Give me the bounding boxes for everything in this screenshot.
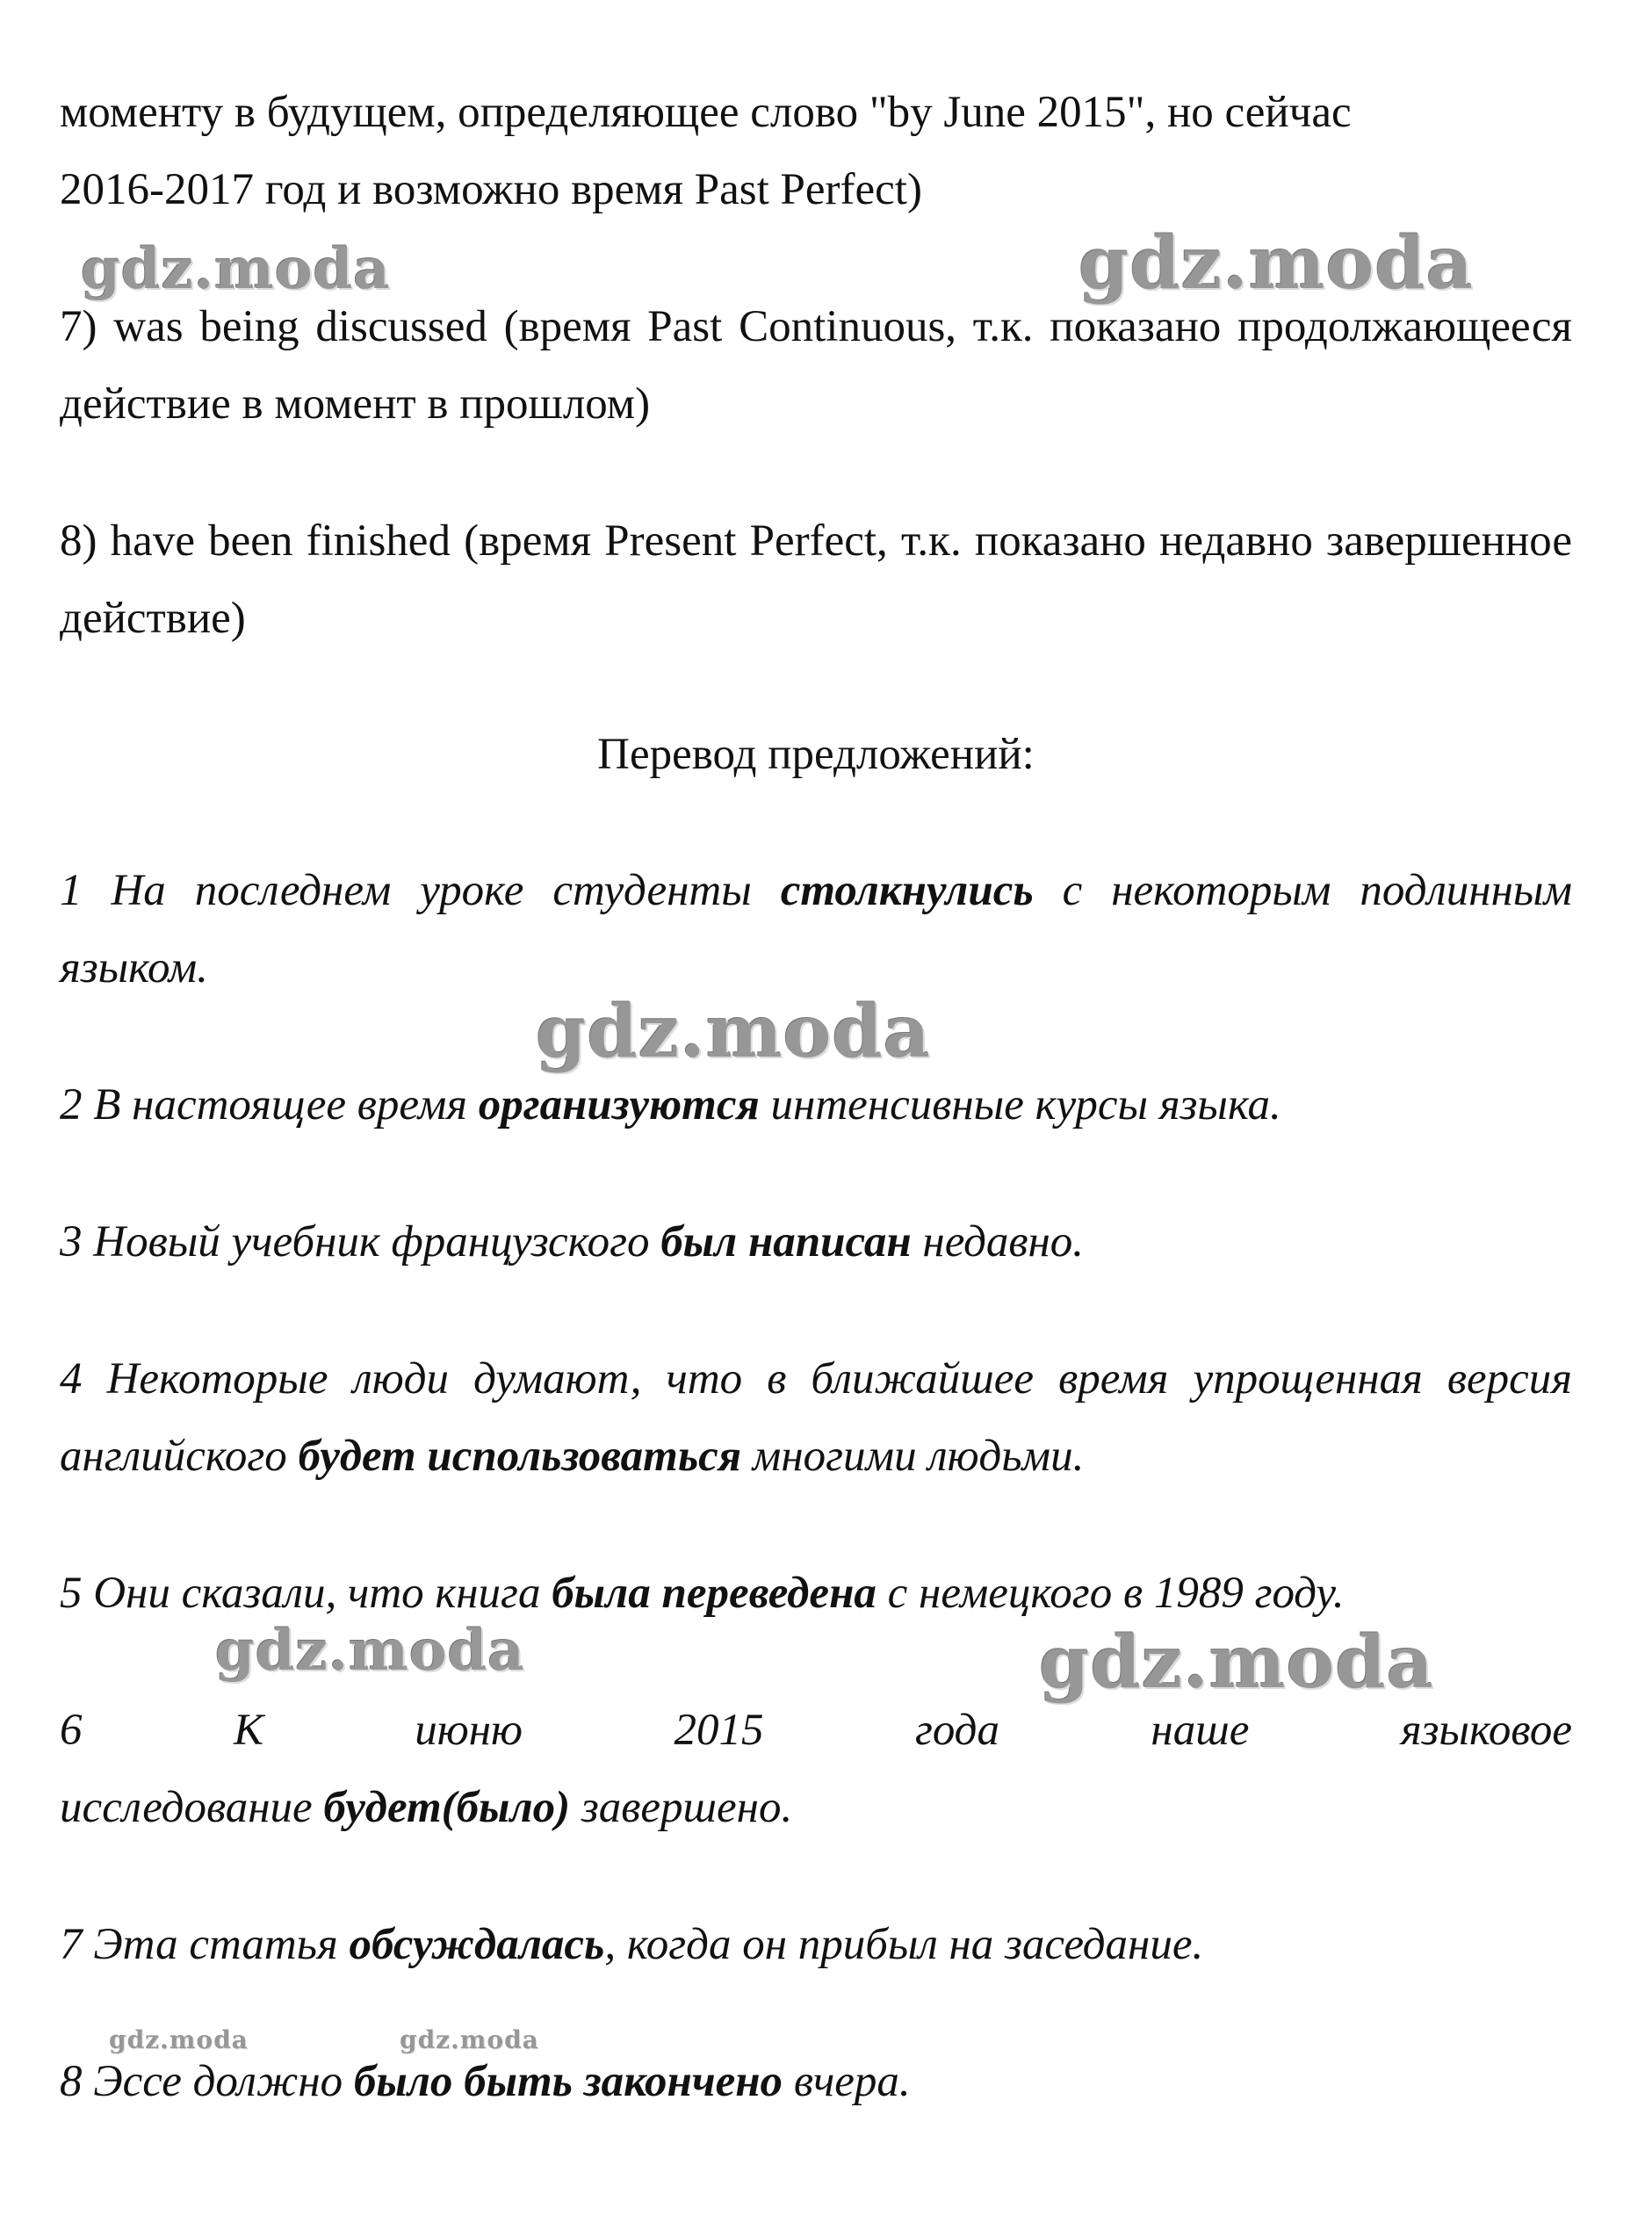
answer-7	[60, 288, 1572, 443]
answer-7-text: 7) was being discussed (время Past Continuous, т.к. показано продолжающееся действие в момент в прошлом)	[60, 302, 1572, 429]
translation-7-after: , когда он прибыл на заседание.	[604, 1920, 1204, 1969]
translation-5-after: с немецкого в 1989 году.	[876, 1569, 1345, 1618]
translation-3-after: недавно.	[911, 1217, 1085, 1267]
translation-1	[60, 852, 1572, 1007]
watermark: gdz.moda	[109, 2025, 249, 2054]
translation-5-before: 5 Они сказали, что книга	[60, 1569, 552, 1618]
translation-heading-text: Перевод предложений:	[597, 730, 1035, 779]
translation-3-verb: был написан	[660, 1217, 912, 1267]
translation-6-verb: будет(было)	[323, 1783, 571, 1832]
translation-7	[60, 1906, 1572, 1983]
translation-2-after: интенсивные курсы языка.	[759, 1080, 1281, 1129]
translation-4	[60, 1340, 1572, 1495]
translation-6-line-1	[60, 1692, 1572, 1769]
translation-1-verb: столкнулись	[780, 866, 1034, 915]
translation-1-before: 1 На последнем уроке студенты	[60, 866, 781, 915]
translation-8-verb: было быть закончено	[353, 2057, 783, 2106]
translation-6-line-1-text: 6 К июню 2015 года наше языковое	[60, 1706, 1572, 1755]
watermark: gdz.moda	[81, 236, 391, 302]
translation-7-verb: обсуждалась	[349, 1920, 605, 1969]
translation-6-after: завершено.	[570, 1783, 793, 1832]
watermark: gdz.moda	[1039, 1620, 1434, 1705]
translation-4-after: многими людьми.	[741, 1432, 1085, 1481]
translation-5-verb: была переведена	[552, 1569, 876, 1618]
watermark: gdz.moda	[536, 990, 931, 1074]
translation-2-verb: организуются	[478, 1080, 760, 1129]
intro-line-2-text: 2016-2017 год и возможно время Past Perfect)	[60, 165, 922, 214]
translation-2-before: 2 В настоящее время	[60, 1080, 479, 1129]
answer-8-text: 8) have been finished (время Present Perfect, т.к. показано недавно завершенное действие)	[60, 516, 1572, 643]
translation-4-before: 4 Некоторые люди думают, что в ближайшее время упрощенная версия английского	[60, 1354, 1572, 1481]
answer-8	[60, 502, 1572, 657]
translation-2	[60, 1066, 1572, 1144]
translation-8-before: 8 Эссе должно	[60, 2057, 354, 2106]
translation-4-verb: будет использоваться	[298, 1432, 742, 1481]
translation-5	[60, 1555, 1572, 1632]
translation-6-line-2	[60, 1769, 1572, 1846]
intro-line-1	[60, 74, 1572, 151]
translation-3	[60, 1203, 1572, 1281]
intro-line-1-text: моменту в будущем, определяющее слово "by June 2015", но сейчас	[60, 88, 1352, 137]
intro-line-2	[60, 151, 1572, 228]
translation-8-after: вчера.	[783, 2057, 911, 2106]
translation-heading	[60, 716, 1572, 793]
translation-3-before: 3 Новый учебник французского	[60, 1217, 661, 1267]
translation-8	[60, 2043, 1572, 2120]
translation-1-after: с некоторым подлинным языком.	[60, 866, 1572, 992]
translation-6-before: исследование	[60, 1783, 324, 1832]
watermark: gdz.moda	[1078, 221, 1474, 306]
watermark: gdz.moda	[215, 1618, 525, 1684]
translation-7-before: 7 Эта статья	[60, 1920, 350, 1969]
watermark: gdz.moda	[400, 2025, 539, 2054]
